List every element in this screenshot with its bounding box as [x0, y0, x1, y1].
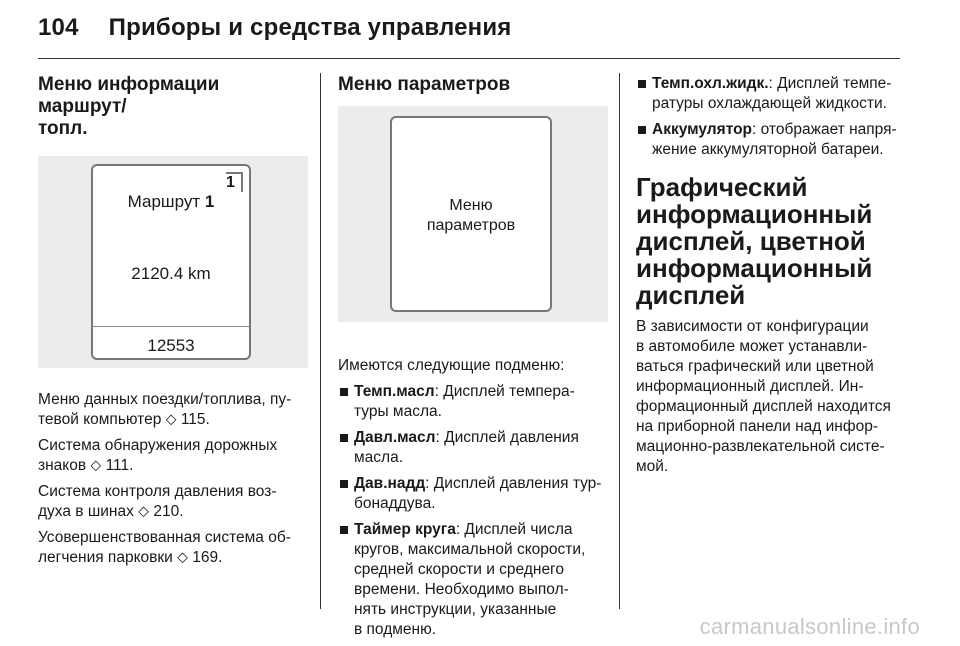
page-ref-icon: ⬦ [165, 411, 177, 428]
page-ref-icon: ⬦ [138, 503, 150, 520]
bullet-icon [340, 480, 348, 488]
column-divider-2 [619, 73, 620, 609]
column-2 [338, 74, 608, 646]
paragraph-trip-computer: Меню данных поездки/топлива, пу- тевой компьютер ⬦ 115. [38, 391, 292, 428]
bullet-icon [638, 126, 646, 134]
submenu-oil-pressure: Давл.масл: Дисплей давления масла. [338, 428, 608, 468]
paragraph-tire-pressure: Система контроля давления воз- духа в шинах ⬦ 210. [38, 483, 277, 520]
trip-menu-heading: Меню информации маршрут/ топл. [38, 74, 220, 139]
page-badge: 1 [226, 172, 243, 192]
submenu-coolant-temp: Темп.охл.жидк.: Дисплей темпе- ратуры охлаждающей жидкости. [636, 74, 916, 114]
settings-menu-heading: Меню параметров [338, 74, 511, 95]
submenu-lap-timer: Таймер круга: Дисплей числа кругов, максимальной скорости, средней скорости и среднего времени. Необходимо выпол- нять инструкции, указанные в подменю. [338, 520, 608, 640]
submenu-battery: Аккумулятор: отображает напря- жение аккумуляторной батареи. [636, 120, 916, 160]
paragraph-parking-assist: Усовершенствованная система об- легчения парковки ⬦ 169. [38, 529, 291, 566]
page-header [38, 14, 512, 42]
column-3 [636, 74, 916, 483]
trip-title: Маршрут 1 [127, 192, 215, 211]
odometer-value: 12553 [147, 336, 195, 355]
column-divider-1 [320, 73, 321, 609]
settings-display-illustration [338, 106, 608, 322]
trip-display-illustration [38, 156, 308, 368]
settings-display-label: Меню параметров [426, 197, 516, 234]
bullet-icon [340, 434, 348, 442]
submenu-boost-pressure: Дав.надд: Дисплей давления тур- бонаддува. [338, 474, 608, 514]
watermark: carmanualsonline.info [699, 614, 920, 639]
display-section-heading: Графический информационный дисплей, цветной информационный дисплей [636, 172, 873, 310]
bullet-icon [340, 526, 348, 534]
submenu-intro: Имеются следующие подменю: [338, 357, 565, 374]
display-frame [91, 164, 251, 360]
page-number: 104 [38, 14, 79, 41]
bullet-icon [340, 388, 348, 396]
submenu-oil-temp: Темп.масл: Дисплей темпера- туры масла. [338, 382, 608, 422]
display-frame [390, 116, 552, 312]
header-rule [38, 58, 900, 59]
column-1 [38, 74, 308, 574]
display-separator [93, 326, 249, 327]
trip-distance: 2120.4 km [131, 264, 211, 283]
display-section-body: В зависимости от конфигурации в автомобиле может устанавли- ваться графический или цветной информационный дисплей. Ин- формационный дисплей находится на приборной панели над инфор- мационно-развлекательной систе- мой. [636, 318, 891, 475]
page-ref-icon: ⬦ [90, 457, 102, 474]
paragraph-sign-recognition: Система обнаружения дорожных знаков ⬦ 111. [38, 437, 278, 474]
page-ref-icon: ⬦ [177, 549, 188, 566]
bullet-icon [638, 80, 646, 88]
page-title: Приборы и средства управления [108, 14, 512, 41]
